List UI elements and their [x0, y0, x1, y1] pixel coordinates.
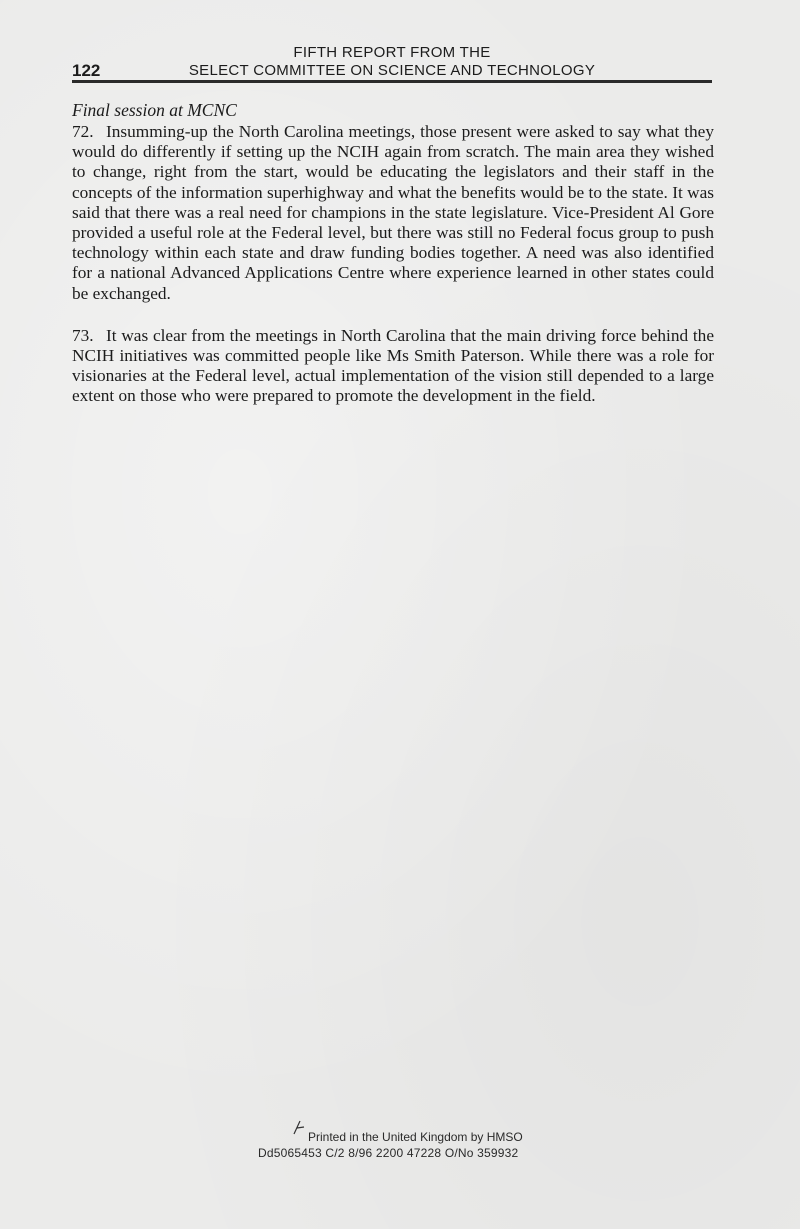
body-content [72, 100, 714, 429]
paragraph-text: Insumming-up the North Carolina meetings, those present were asked to say what they would do differently if setting up the NCIH again from scratch. The main area they wished to change, right from the start, would be educating the legislators and their staff in the concepts of the information superhighway and what the benefits would be to the state. It was said that there was a real need for champions in the state legislature. Vice-President Al Gore provided a useful role at the Federal level, but there was still no Federal focus group to push technology within each state and draw funding bodies together. A need was also identified for a national Advanced Applications Centre where experience learned in other states could be exchanged. [72, 122, 714, 303]
section-heading: Final session at MCNC [72, 100, 237, 120]
printer-line: Printed in the United Kingdom by HMSO [308, 1130, 523, 1144]
running-head [72, 44, 712, 84]
paragraph-72 [72, 122, 714, 304]
page-number: 122 [72, 61, 101, 80]
paragraph-number: 72. [72, 122, 94, 141]
print-code-line: Dd5065453 C/2 8/96 2200 47228 O/No 359932 [258, 1146, 519, 1160]
report-title: FIFTH REPORT FROM THE [293, 44, 491, 61]
committee-title: SELECT COMMITTEE ON SCIENCE AND TECHNOLOGY [188, 62, 596, 79]
paragraph-text: It was clear from the meetings in North Carolina that the main driving force behind the NCIH initiatives was committed people like Ms Smith Paterson. While there was a role for visionaries at the Federal level, actual implementation of the vision still depended to a large extent on those who were prepared to promote the development in the field. [72, 325, 714, 406]
paragraph-number: 73. [72, 325, 94, 345]
header-rule [72, 80, 712, 83]
paragraph-73 [72, 326, 714, 407]
printer-mark-icon [290, 1118, 310, 1136]
